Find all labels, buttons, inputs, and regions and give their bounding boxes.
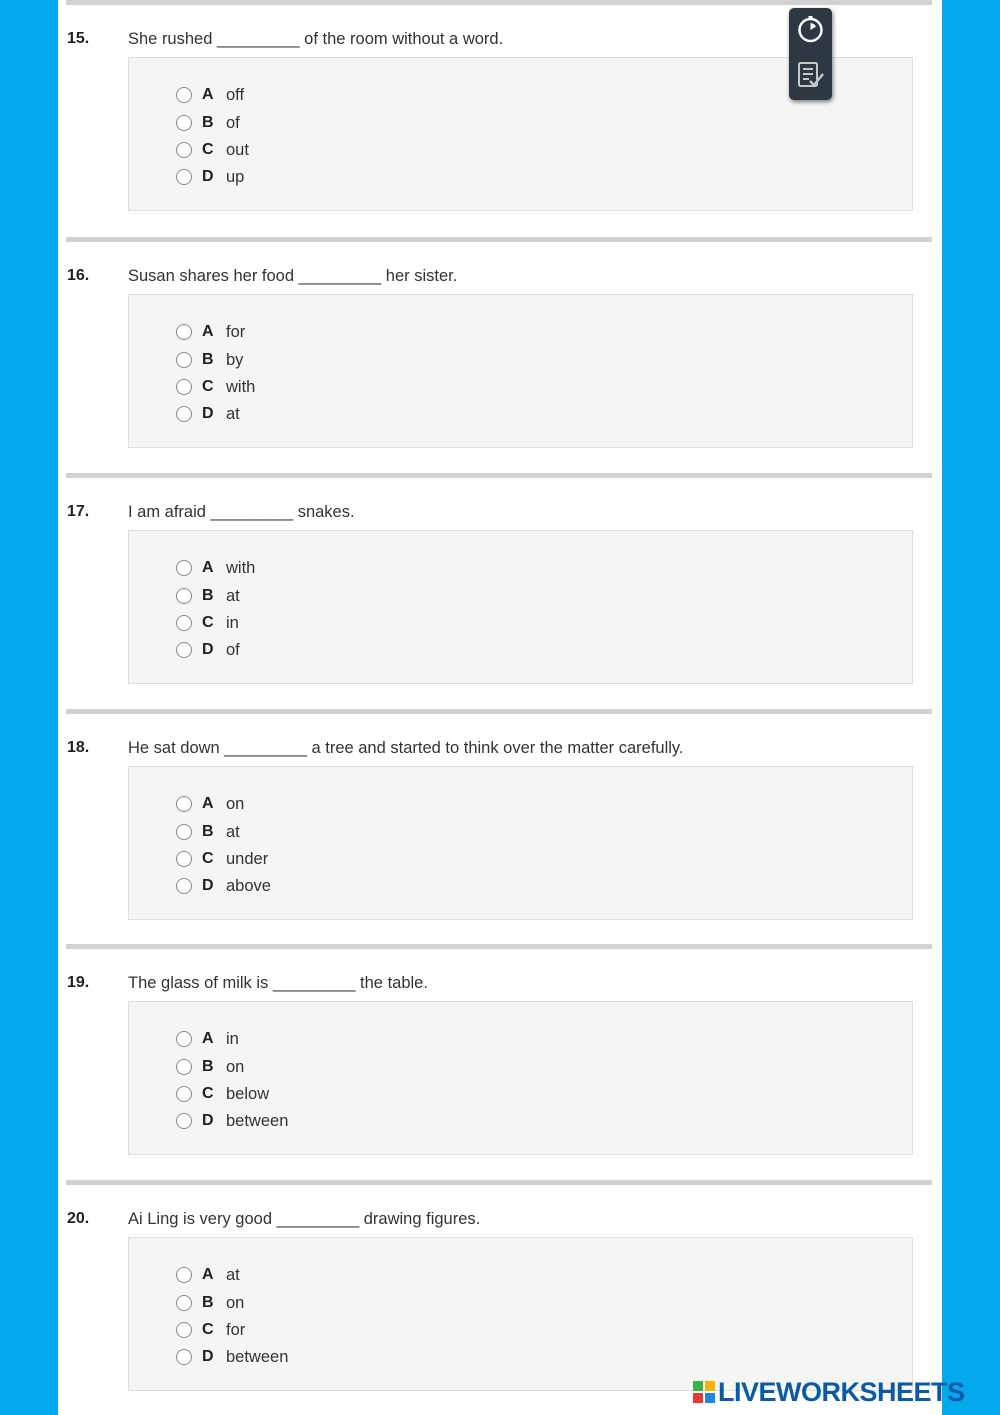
- answer-option[interactable]: [176, 403, 240, 425]
- answer-options-box: [128, 530, 913, 684]
- radio-button[interactable]: [176, 1349, 192, 1365]
- answer-option[interactable]: [176, 1346, 288, 1368]
- option-text: of: [226, 640, 240, 659]
- option-text: above: [226, 876, 271, 895]
- option-letter: C: [202, 378, 214, 395]
- question-divider: [66, 709, 932, 714]
- option-text: at: [226, 822, 240, 841]
- answer-option[interactable]: [176, 84, 244, 106]
- question-text: Ai Ling is very good _________ drawing figures.: [128, 1210, 481, 1228]
- answer-option[interactable]: [176, 139, 249, 161]
- option-text: out: [226, 140, 249, 159]
- question-number: 18.: [67, 739, 90, 756]
- option-text: by: [226, 350, 244, 369]
- liveworksheets-logo: [693, 1374, 965, 1410]
- option-text: with: [226, 377, 256, 396]
- radio-button[interactable]: [176, 1059, 192, 1075]
- answer-options-box: [128, 294, 913, 448]
- answer-option[interactable]: [176, 848, 268, 870]
- radio-button[interactable]: [176, 1031, 192, 1047]
- option-text: on: [226, 1293, 245, 1312]
- answer-option[interactable]: [176, 557, 255, 579]
- option-letter: A: [202, 1030, 214, 1047]
- option-text: at: [226, 404, 240, 423]
- finish-check-button[interactable]: [795, 60, 826, 91]
- question-number: 20.: [67, 1210, 90, 1227]
- option-letter: D: [202, 1112, 214, 1129]
- option-text: below: [226, 1084, 270, 1103]
- answer-option[interactable]: [176, 793, 244, 815]
- answer-options-box: [128, 1237, 913, 1391]
- question-text: He sat down _________ a tree and started to think over the matter carefully.: [128, 739, 684, 757]
- option-letter: C: [202, 1321, 214, 1338]
- option-letter: D: [202, 877, 214, 894]
- option-text: for: [226, 322, 246, 341]
- answer-option[interactable]: [176, 376, 255, 398]
- floating-toolbar: [789, 8, 832, 100]
- option-letter: C: [202, 141, 214, 158]
- question-divider: [66, 1180, 932, 1185]
- question-text: I am afraid _________ snakes.: [128, 503, 355, 521]
- answer-option[interactable]: [176, 585, 240, 607]
- radio-button[interactable]: [176, 1295, 192, 1311]
- option-text: in: [226, 1029, 239, 1048]
- question-text: Susan shares her food _________ her sister.: [128, 267, 458, 285]
- answer-option[interactable]: [176, 321, 245, 343]
- option-letter: D: [202, 641, 214, 658]
- option-text: up: [226, 167, 245, 186]
- question-text: She rushed _________ of the room without a word.: [128, 30, 504, 48]
- answer-option[interactable]: [176, 875, 271, 897]
- option-text: between: [226, 1347, 289, 1366]
- option-letter: C: [202, 614, 214, 631]
- option-text: on: [226, 1057, 245, 1076]
- radio-button[interactable]: [176, 142, 192, 158]
- question-number: 17.: [67, 503, 90, 520]
- liveworksheets-logo-mark: [693, 1381, 715, 1403]
- answer-option[interactable]: [176, 639, 240, 661]
- option-letter: B: [202, 587, 214, 604]
- question-block: [58, 709, 942, 944]
- radio-button[interactable]: [176, 796, 192, 812]
- answer-options-box: [128, 1001, 913, 1155]
- brand-name: LIVEWORKSHEETS: [718, 1376, 965, 1407]
- radio-button[interactable]: [176, 169, 192, 185]
- worksheet-page: [58, 0, 942, 1415]
- question-divider: [66, 0, 932, 5]
- question-number: 19.: [67, 974, 90, 991]
- option-text: in: [226, 613, 239, 632]
- option-letter: A: [202, 1266, 214, 1283]
- radio-button[interactable]: [176, 642, 192, 658]
- radio-button[interactable]: [176, 588, 192, 604]
- option-letter: C: [202, 850, 214, 867]
- option-letter: B: [202, 1058, 214, 1075]
- radio-button[interactable]: [176, 824, 192, 840]
- question-divider: [66, 473, 932, 478]
- question-divider: [66, 237, 932, 242]
- option-text: off: [226, 85, 245, 104]
- option-letter: A: [202, 795, 214, 812]
- answer-option[interactable]: [176, 1319, 245, 1341]
- radio-button[interactable]: [176, 1113, 192, 1129]
- option-text: at: [226, 1265, 240, 1284]
- option-text: of: [226, 113, 240, 132]
- answer-option[interactable]: [176, 1110, 288, 1132]
- option-text: at: [226, 586, 240, 605]
- question-divider: [66, 944, 932, 949]
- answer-option[interactable]: [176, 1056, 244, 1078]
- answer-option[interactable]: [176, 349, 243, 371]
- option-text: between: [226, 1111, 289, 1130]
- radio-button[interactable]: [176, 115, 192, 131]
- option-letter: B: [202, 1294, 214, 1311]
- radio-button[interactable]: [176, 1086, 192, 1102]
- option-text: for: [226, 1320, 246, 1339]
- answer-option[interactable]: [176, 166, 244, 188]
- radio-button[interactable]: [176, 406, 192, 422]
- option-letter: B: [202, 823, 214, 840]
- option-text: on: [226, 794, 245, 813]
- option-letter: B: [202, 351, 214, 368]
- answer-option[interactable]: [176, 1292, 244, 1314]
- option-letter: D: [202, 405, 214, 422]
- checklist-icon: [795, 60, 826, 91]
- option-letter: D: [202, 1348, 214, 1365]
- radio-button[interactable]: [176, 379, 192, 395]
- option-text: with: [226, 558, 256, 577]
- option-letter: A: [202, 86, 214, 103]
- radio-button[interactable]: [176, 560, 192, 576]
- radio-button[interactable]: [176, 878, 192, 894]
- option-letter: C: [202, 1085, 214, 1102]
- radio-button[interactable]: [176, 1267, 192, 1283]
- question-number: 16.: [67, 267, 90, 284]
- option-text: under: [226, 849, 269, 868]
- answer-option[interactable]: [176, 112, 240, 134]
- radio-button[interactable]: [176, 1322, 192, 1338]
- option-letter: D: [202, 168, 214, 185]
- radio-button[interactable]: [176, 87, 192, 103]
- question-block: [58, 473, 942, 708]
- radio-button[interactable]: [176, 352, 192, 368]
- question-block: [58, 237, 942, 472]
- answer-option[interactable]: [176, 821, 240, 843]
- option-letter: A: [202, 323, 214, 340]
- answer-option[interactable]: [176, 1028, 239, 1050]
- radio-button[interactable]: [176, 851, 192, 867]
- answer-option[interactable]: [176, 1264, 240, 1286]
- option-letter: A: [202, 559, 214, 576]
- answer-option[interactable]: [176, 1083, 269, 1105]
- question-block: [58, 944, 942, 1179]
- answer-option[interactable]: [176, 612, 239, 634]
- question-number: 15.: [67, 30, 90, 47]
- radio-button[interactable]: [176, 615, 192, 631]
- answer-options-box: [128, 766, 913, 920]
- timer-button[interactable]: [795, 14, 826, 45]
- question-text: The glass of milk is _________ the table.: [128, 974, 428, 992]
- timer-icon: [795, 14, 826, 45]
- radio-button[interactable]: [176, 324, 192, 340]
- option-letter: B: [202, 114, 214, 131]
